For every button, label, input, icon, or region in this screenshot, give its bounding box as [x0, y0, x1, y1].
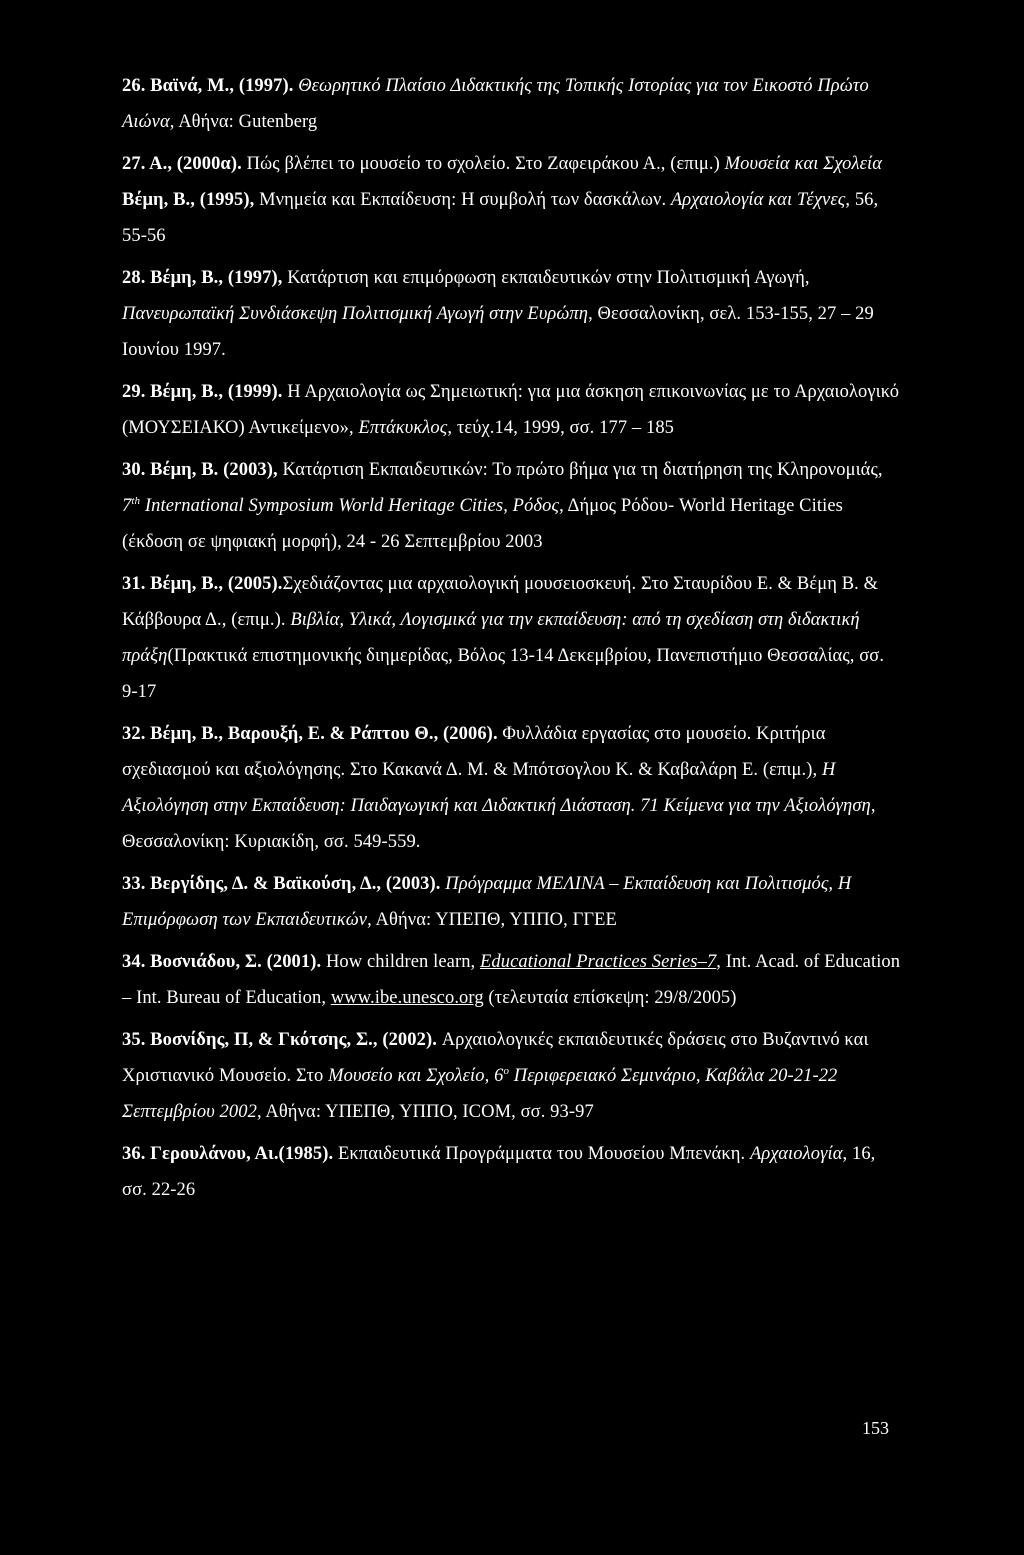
- entry-text-segment: , τεύχ.14, 1999, σσ. 177 – 185: [447, 418, 675, 438]
- entry-text-segment: Educational Practices Series–7: [480, 952, 717, 972]
- bibliography-entry-32: [122, 716, 902, 860]
- entry-text-segment: Βέμη, Β., (1995),: [122, 190, 260, 210]
- entry-text-segment: Επτάκυκλος: [358, 418, 448, 438]
- entry-text-segment: 30. Βέμη, Β. (2003),: [122, 460, 283, 480]
- bibliography-entry-34: [122, 944, 902, 1016]
- entry-text-segment: Κατάρτιση Εκπαιδευτικών: Το πρώτο βήμα για τη διατήρηση της Κληρονομιάς,: [282, 460, 883, 480]
- entry-text-segment: , 56, 55-56: [122, 190, 879, 246]
- entry-text-segment: Μουσείο και Σχολείο, 6: [328, 1066, 504, 1086]
- entry-text-segment: Αρχαιολογία: [749, 1144, 843, 1164]
- bibliography-entry-30: [122, 452, 902, 560]
- entry-text-segment: 28. Βέμη, Β., (1997),: [122, 268, 288, 288]
- entry-text-segment[interactable]: th: [131, 494, 141, 507]
- entry-text-segment[interactable]: www.ibe.unesco.org: [330, 988, 484, 1008]
- bibliography-entry-26: [122, 68, 902, 140]
- entry-text-segment: Σχεδιάζοντας μια αρχαιολογική μουσειοσκευή. Στο Σταυρίδου Ε. & Βέμη Β. & Κάββουρα Δ., (επιμ.).: [122, 574, 879, 630]
- entry-text-segment: Αρχαιολογία και Τέχνες: [670, 190, 846, 210]
- entry-text-segment: 33. Βεργίδης, Δ. & Βαϊκούση, Δ., (2003).: [122, 874, 446, 894]
- entry-text-segment: Πανευρωπαϊκή Συνδιάσκεψη Πολιτισμική Αγωγή στην Ευρώπη: [122, 304, 589, 324]
- entry-text-segment: , Int. Acad. of Education – Int. Bureau of Education,: [122, 952, 901, 1008]
- entry-text-segment: How children learn,: [325, 952, 481, 972]
- entry-text-segment: 7: [122, 496, 132, 516]
- entry-text-segment: , Δήμος Ρόδου- World Heritage Cities (έκδοση σε ψηφιακή μορφή), 24 - 26 Σεπτεμβρίου 2003: [122, 496, 843, 552]
- entry-text-segment: Η Αξιολόγηση στην Εκπαίδευση: Παιδαγωγική και Διδακτική Διάσταση. 71 Κείμενα για την Αξιολόγηση: [122, 760, 871, 816]
- entry-text-segment: Πρόγραμμα ΜΕΛΙΝΑ – Εκπαίδευση και Πολιτισμός, Η Επιμόρφωση των Εκπαιδευτικών: [122, 874, 852, 930]
- entry-text-segment: Κατάρτιση και επιμόρφωση εκπαιδευτικών στην Πολιτισμική Αγωγή,: [287, 268, 810, 288]
- entry-text-segment: Πώς βλέπει το μουσείο το σχολείο. Στο Ζαφειράκου Α., (επιμ.): [246, 154, 725, 174]
- entry-text-segment: Η Αρχαιολογία ως Σημειωτική: για μια άσκηση επικοινωνίας με το Αρχαιολογικό (ΜΟΥΣΕΙΑΚΟ) Αντικείμενο»,: [122, 382, 900, 438]
- bibliography-entry-36: [122, 1136, 902, 1208]
- entry-text-segment: Μουσεία και Σχολεία: [724, 154, 883, 174]
- entry-text-segment: Μνημεία και Εκπαίδευση: Η συμβολή των δασκάλων.: [259, 190, 671, 210]
- entry-text-segment: Βιβλία, Υλικά, Λογισμικά για την εκπαίδευση: από τη σχεδίαση στη διδακτική πράξη: [122, 610, 860, 666]
- entry-text-segment: 26. Βαϊνά, Μ., (1997).: [122, 76, 299, 96]
- entry-text-segment: 36. Γερουλάνου, Αι.(1985).: [122, 1144, 338, 1164]
- entry-text-segment: 32. Βέμη, Β., Βαρουξή, Ε. & Ράπτου Θ., (2006).: [122, 724, 503, 744]
- entry-text-segment: 35. Βοσνίδης, Π, & Γκότσης, Σ., (2002).: [122, 1030, 442, 1050]
- entry-text-segment: , Θεσσαλονίκη: Κυριακίδη, σσ. 549-559.: [122, 796, 876, 852]
- entry-text-segment: 34. Βοσνιάδου, Σ. (2001).: [122, 952, 326, 972]
- page-number: 153: [862, 1418, 889, 1438]
- entry-text-segment: Αρχαιολογικές εκπαιδευτικές δράσεις στο Βυζαντινό και Χριστιανικό Μουσείο. Στο: [122, 1030, 869, 1086]
- bibliography-entry-35: [122, 1022, 902, 1130]
- bibliography-entry-31: [122, 566, 902, 710]
- entry-text-segment: 31. Βέμη, Β., (2005).: [122, 574, 283, 594]
- entry-text-segment: Θεωρητικό Πλαίσιο Διδακτικής της Τοπικής Ιστορίας για τον Εικοστό Πρώτο Αιώνα: [122, 76, 869, 132]
- entry-text-segment: (τελευταία επίσκεψη: 29/8/2005): [483, 988, 737, 1008]
- entry-text-segment: , Θεσσαλονίκη, σελ. 153-155, 27 – 29 Ιουνίου 1997.: [122, 304, 874, 360]
- entry-text-segment: (Πρακτικά επιστημονικής διημερίδας, Βόλος 13-14 Δεκεμβρίου, Πανεπιστήμιο Θεσσαλίας, σσ. 9-17: [122, 646, 885, 702]
- entry-text-segment: Φυλλάδια εργασίας στο μουσείο. Κριτήρια σχεδιασμού και αξιολόγησης. Στο Κακανά Δ. Μ. & Μπότσογλου Κ. & Καβαλάρη Ε. (επιμ.),: [122, 724, 826, 780]
- bibliography-entry-29: [122, 374, 902, 446]
- entry-text-segment: , Αθήνα: Gutenberg: [169, 112, 318, 132]
- entry-text-segment: 29. Βέμη, Β., (1999).: [122, 382, 288, 402]
- bibliography-entry-28: [122, 260, 902, 368]
- bibliography-list: [122, 68, 902, 1214]
- entry-text-segment: International Symposium World Heritage Cities, Ρόδος: [140, 496, 560, 516]
- entry-text-segment: Περιφερειακό Σεμινάριο, Καβάλα 20-21-22 Σεπτεμβρίου 2002: [122, 1066, 838, 1122]
- entry-text-segment: , Αθήνα: ΥΠΕΠΘ, ΥΠΠΟ, ICOM, σσ. 93-97: [256, 1102, 594, 1122]
- entry-text-segment: Εκπαιδευτικά Προγράμματα του Μουσείου Μπενάκη.: [337, 1144, 750, 1164]
- bibliography-entry-27: [122, 146, 902, 254]
- entry-text-segment: , 16, σσ. 22-26: [122, 1144, 876, 1200]
- entry-text-segment: , Αθήνα: ΥΠΕΠΘ, ΥΠΠΟ, ΓΓΕΕ: [367, 910, 617, 930]
- entry-text-segment[interactable]: ο: [503, 1064, 510, 1077]
- bibliography-entry-33: [122, 866, 902, 938]
- entry-text-segment: 27. Α., (2000α).: [122, 154, 247, 174]
